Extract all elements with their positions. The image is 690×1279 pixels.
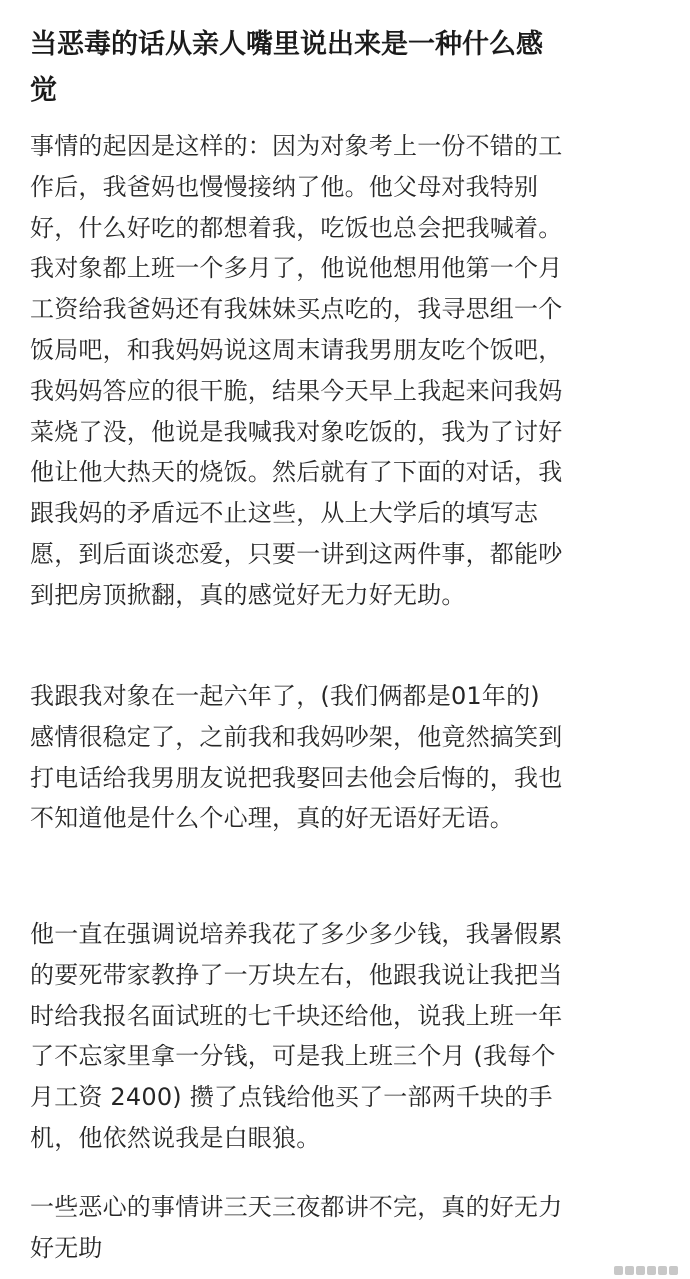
watermark-dot [658, 1266, 667, 1275]
article-title: 当恶毒的话从亲人嘴里说出来是一种什么感 觉 [30, 29, 543, 106]
watermark-dot [647, 1266, 656, 1275]
watermark-dot [636, 1266, 645, 1275]
paragraph-2: 我跟我对象在一起六年了，(我们俩都是01年的) 感情很稳定了，之前我和我妈吵架，他竟然搞笑到 打电话给我男朋友说把我娶回去他会后悔的，我也 不知道他是什么个心理，真的好无语好无语。 [30, 682, 563, 833]
watermark-icon [614, 1266, 678, 1275]
paragraph-1: 事情的起因是这样的：因为对象考上一份不错的工 作后，我爸妈也慢慢接纳了他。他父母对我特别 好，什么好吃的都想着我，吃饭也总会把我喊着。 我对象都上班一个多月了，他说他想用他第一个月 工资给我爸妈还有我妹妹买点吃的，我寻思组一个 饭局吧，和我妈妈说这周末请我男朋友吃个饭吧， 我妈妈答应的很干脆，结果今天早上我起来问我妈 菜烧了没，他说是我喊我对象吃饭的，我为了讨好 他让他大热天的烧饭。然后就有了下面的对话，我 跟我妈的矛盾远不止这些，从上大学后的填写志 愿，到后面谈恋爱，只要一讲到这两件事，都能吵 到把房顶掀翻，真的感觉好无力好无助。 [30, 132, 563, 609]
paragraph-3: 他一直在强调说培养我花了多少多少钱，我暑假累 的要死带家教挣了一万块左右，他跟我说让我把当 时给我报名面试班的七千块还给他，说我上班一年 了不忘家里拿一分钱，可是我上班三个月 (我每个 月工资 2400) 攒了点钱给他买了一部两千块的手 机，他依然说我是白眼狼。 [30, 920, 563, 1152]
watermark-dot [625, 1266, 634, 1275]
watermark-dot [614, 1266, 623, 1275]
paragraph-4: 一些恶心的事情讲三天三夜都讲不完，真的好无力 好无助 [30, 1193, 563, 1262]
watermark-dot [669, 1266, 678, 1275]
